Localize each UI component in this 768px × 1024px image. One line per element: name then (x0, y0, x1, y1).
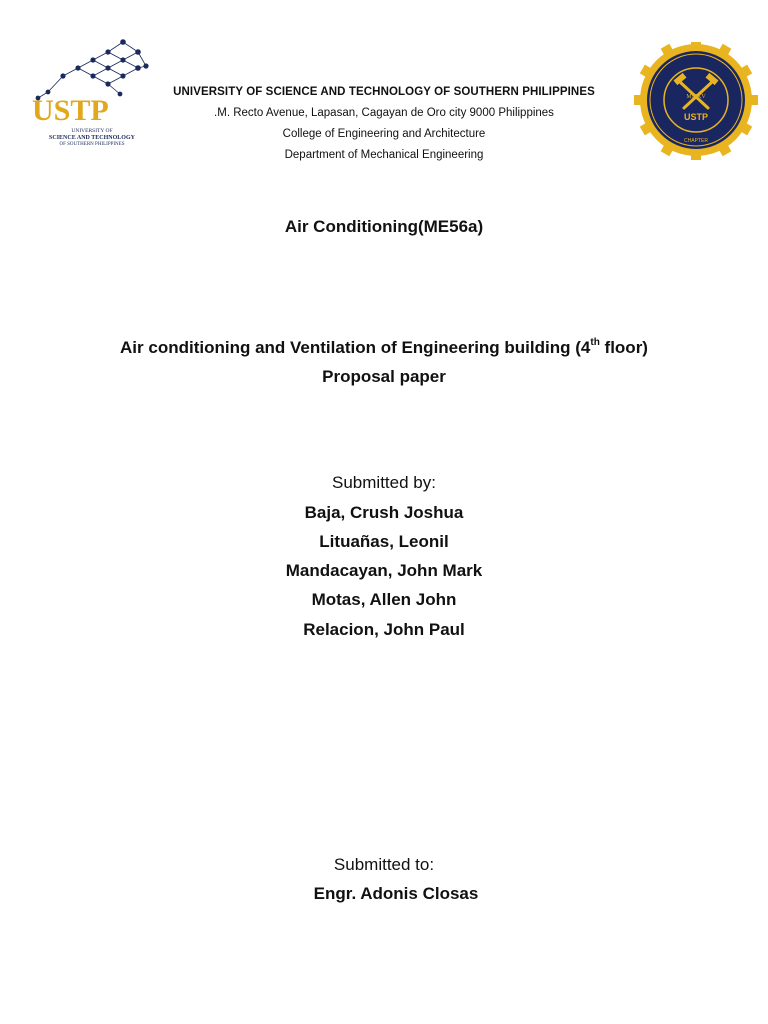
university-name: UNIVERSITY OF SCIENCE AND TECHNOLOGY OF SOUTHERN PHILIPPINES (173, 86, 595, 98)
member-name: Relacion, John Paul (303, 620, 465, 639)
ustp-logo-line-3: OF SOUTHERN PHILIPPINES (59, 142, 125, 147)
adviser-name: Engr. Adonis Closas (313, 884, 479, 903)
paper-subtitle: Proposal paper (322, 367, 446, 386)
department-name: Department of Mechanical Engineering (284, 149, 484, 161)
ustp-logo-line-2: SCIENCE AND TECHNOLOGY (49, 135, 135, 141)
submitted-by-label: Submitted by: (332, 473, 436, 492)
paper-title (0, 338, 768, 358)
paper-title-end: floor) (599, 338, 648, 357)
paper-title-superscript: th (590, 337, 600, 349)
course-title: Air Conditioning(ME56a) (284, 217, 484, 236)
university-address: .M. Recto Avenue, Lapasan, Cagayan de Oro city 9000 Philippines (214, 107, 554, 119)
submitted-to-label: Submitted to: (333, 855, 435, 874)
seal-ustp-text: USTP (683, 112, 709, 122)
seal-chapter-text: CHAPTER (684, 138, 708, 144)
ustp-logo-line-1: UNIVERSITY OF (71, 128, 113, 134)
member-name: Baja, Crush Joshua (304, 503, 464, 522)
ustp-university-logo (8, 28, 178, 218)
mechanical-engineering-society-seal (632, 42, 760, 160)
ustp-logo-wordmark: USTP (32, 94, 109, 127)
member-name: Lituañas, Leonil (319, 532, 449, 551)
member-name: Mandacayan, John Mark (285, 561, 483, 580)
member-name: Motas, Allen John (311, 590, 457, 609)
paper-title-main: Air conditioning and Ventilation of Engineering building (4 (120, 338, 591, 357)
college-name: College of Engineering and Architecture (282, 128, 486, 140)
seal-year-text: MMXV (686, 94, 706, 100)
